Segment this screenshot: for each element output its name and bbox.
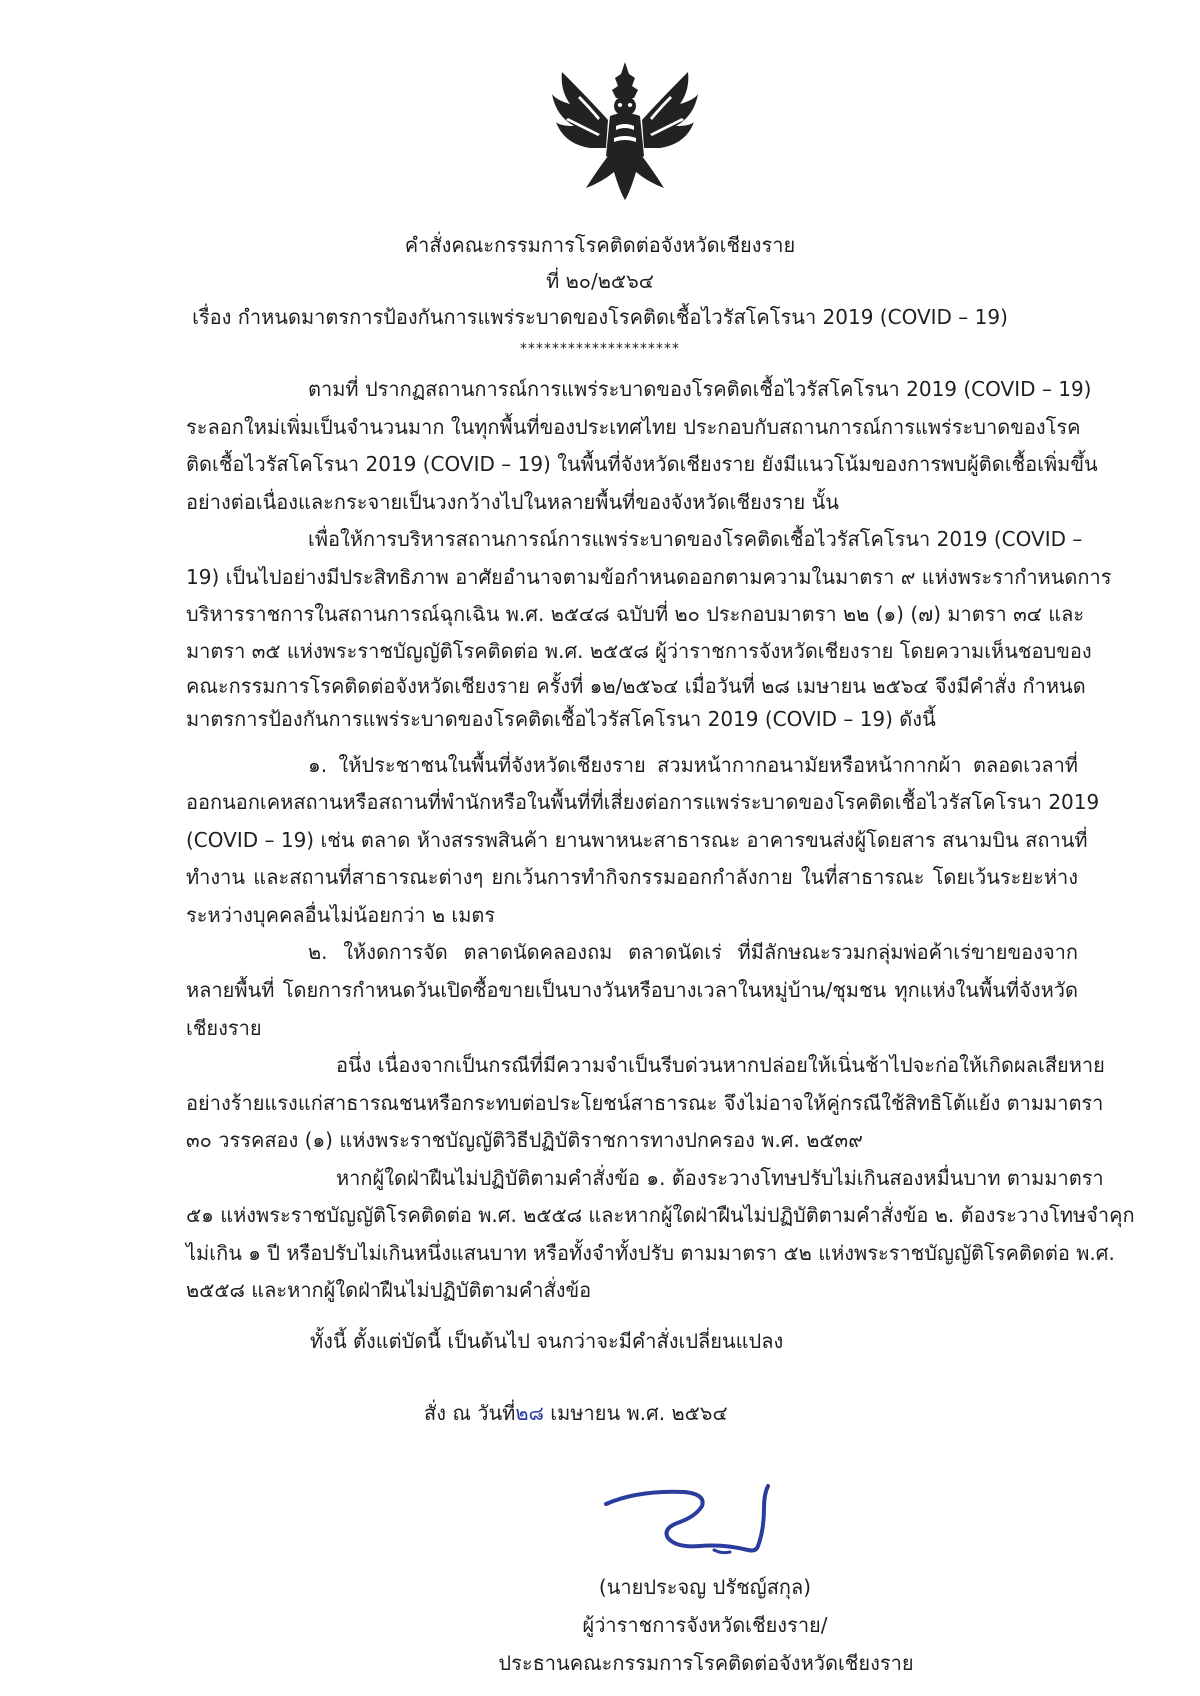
paragraph-line: ทำงาน และสถานที่สาธารณะต่างๆ ยกเว้นการทำกิจกรรมออกกำลังกาย ในที่สาธารณะ โดยเว้นระยะห่าง	[186, 865, 1078, 889]
effective-clause: ทั้งนี้ ตั้งแต่บัดนี้ เป็นต้นไป จนกว่าจะมีคำสั่งเปลี่ยนแปลง	[310, 1329, 784, 1353]
separator: ********************	[520, 341, 680, 357]
date-prefix: สั่ง ณ วันที่	[424, 1401, 516, 1425]
order-subject: เรื่อง กำหนดมาตรการป้องกันการแพร่ระบาดของโรคติดเชื้อไวรัสโคโรนา 2019 (COVID – 19)	[192, 305, 1008, 329]
signer-committee: ประธานคณะกรรมการโรคติดต่อจังหวัดเชียงราย	[498, 1651, 914, 1675]
paragraph-line: ออกนอกเคหสถานหรือสถานที่พำนักหรือในพื้นที่ที่เสี่ยงต่อการแพร่ระบาดของโรคติดเชื้อไวรัสโคโรนา 2019	[186, 790, 1100, 814]
date-suffix: เมษายน พ.ศ. ๒๕๖๔	[543, 1401, 728, 1425]
paragraph-line: ๕๑ แห่งพระราชบัญญัติโรคติดต่อ พ.ศ. ๒๕๕๘ และหากผู้ใดฝ่าฝืนไม่ปฏิบัติตามคำสั่งข้อ ๒. ต้องระวางโทษจำคุก	[186, 1203, 1135, 1227]
paragraph-line: คณะกรรมการโรคติดต่อจังหวัดเชียงราย ครั้งที่ ๑๒/๒๕๖๔ เมื่อวันที่ ๒๘ เมษายน ๒๕๖๔ จึงมีคำสั่ง กำหนด	[186, 674, 1086, 698]
paragraph-line: ระหว่างบุคคลอื่นไม่น้อยกว่า ๒ เมตร	[186, 903, 496, 927]
signer-name: (นายประจญ ปรัชญ์สกุล)	[598, 1575, 812, 1599]
paragraph-line: 19) เป็นไปอย่างมีประสิทธิภาพ อาศัยอำนาจตามข้อกำหนดออกตามความในมาตรา ๙ แห่งพระรากำหนดการ	[186, 565, 1112, 589]
paragraph-line: ๒. ให้งดการจัด ตลาดนัดคลองถม ตลาดนัดเร่ ที่มีลักษณะรวมกลุ่มพ่อค้าเร่ขายของจาก	[308, 940, 1078, 964]
paragraph-line: ๑. ให้ประชาชนในพื้นที่จังหวัดเชียงราย สวมหน้ากากอนามัยหรือหน้ากากผ้า ตลอดเวลาที่	[308, 753, 1078, 777]
paragraph-line: (COVID – 19) เช่น ตลาด ห้างสรรพสินค้า ยานพาหนะสาธารณะ อาคารขนส่งผู้โดยสาร สนามบิน สถานที่	[186, 828, 1088, 852]
signer-position: ผู้ว่าราชการจังหวัดเชียงราย/	[582, 1613, 828, 1637]
paragraph-line: ๒๕๕๘ และหากผู้ใดฝ่าฝืนไม่ปฏิบัติตามคำสั่งข้อ	[186, 1278, 592, 1302]
paragraph-line: อย่างร้ายแรงแก่สาธารณชนหรือกระทบต่อประโยชน์สาธารณะ จึงไม่อาจให้คู่กรณีใช้สิทธิโต้แย้ง ตามมาตรา	[186, 1091, 1104, 1115]
order-date	[424, 1398, 728, 1428]
paragraph-line: หากผู้ใดฝ่าฝืนไม่ปฏิบัติตามคำสั่งข้อ ๑. ต้องระวางโทษปรับไม่เกินสองหมื่นบาท ตามมาตรา	[336, 1166, 1104, 1190]
paragraph-line: มาตรการป้องกันการแพร่ระบาดของโรคติดเชื้อไวรัสโคโรนา 2019 (COVID – 19) ดังนี้	[186, 707, 936, 731]
garuda-emblem-icon	[550, 60, 700, 202]
handwritten-signature-icon	[598, 1476, 808, 1568]
paragraph-line: อย่างต่อเนื่องและกระจายเป็นวงกว้างไปในหลายพื้นที่ของจังหวัดเชียงราย นั้น	[186, 490, 839, 514]
paragraph-line: เชียงราย	[186, 1016, 262, 1040]
paragraph-line: ระลอกใหม่เพิ่มเป็นจำนวนมาก ในทุกพื้นที่ของประเทศไทย ประกอบกับสถานการณ์การแพร่ระบาดของโรค	[186, 415, 1081, 439]
paragraph-line: ไม่เกิน ๑ ปี หรือปรับไม่เกินหนึ่งแสนบาท หรือทั้งจำทั้งปรับ ตามมาตรา ๕๒ แห่งพระราชบัญญัติโรคติดต่อ พ.ศ.	[186, 1241, 1115, 1265]
paragraph-line: บริหารราชการในสถานการณ์ฉุกเฉิน พ.ศ. ๒๕๔๘ ฉบับที่ ๒๐ ประกอบมาตรา ๒๒ (๑) (๗) มาตรา ๓๔ และ	[186, 602, 1085, 626]
handwritten-day: ๒๘	[515, 1401, 544, 1425]
paragraph-line: ติดเชื้อไวรัสโคโรนา 2019 (COVID – 19) ในพื้นที่จังหวัดเชียงราย ยังมีแนวโน้มของการพบผู้ติดเชื้อเพิ่มขึ้น	[186, 452, 1098, 476]
paragraph-line: มาตรา ๓๕ แห่งพระราชบัญญัติโรคติดต่อ พ.ศ. ๒๕๕๘ ผู้ว่าราชการจังหวัดเชียงราย โดยความเห็นชอบของ	[186, 639, 1092, 663]
paragraph-line: ๓๐ วรรคสอง (๑) แห่งพระราชบัญญัติวิธีปฏิบัติราชการทางปกครอง พ.ศ. ๒๕๓๙	[186, 1128, 863, 1152]
paragraph-line: อนึ่ง เนื่องจากเป็นกรณีที่มีความจำเป็นรีบด่วนหากปล่อยให้เนิ่นช้าไปจะก่อให้เกิดผลเสียหาย	[336, 1053, 1105, 1077]
order-title: คำสั่งคณะกรรมการโรคติดต่อจังหวัดเชียงราย	[404, 233, 796, 257]
paragraph-line: ตามที่ ปรากฏสถานการณ์การแพร่ระบาดของโรคติดเชื้อไวรัสโคโรนา 2019 (COVID – 19)	[308, 377, 1092, 401]
paragraph-line: เพื่อให้การบริหารสถานการณ์การแพร่ระบาดของโรคติดเชื้อไวรัสโคโรนา 2019 (COVID –	[308, 527, 1083, 551]
paragraph-line: หลายพื้นที่ โดยการกำหนดวันเปิดซื้อขายเป็นบางวันหรือบางเวลาในหมู่บ้าน/ชุมชน ทุกแห่งในพื้นที่จังหวัด	[186, 978, 1078, 1002]
order-number: ที่ ๒๐/๒๕๖๔	[546, 269, 654, 293]
